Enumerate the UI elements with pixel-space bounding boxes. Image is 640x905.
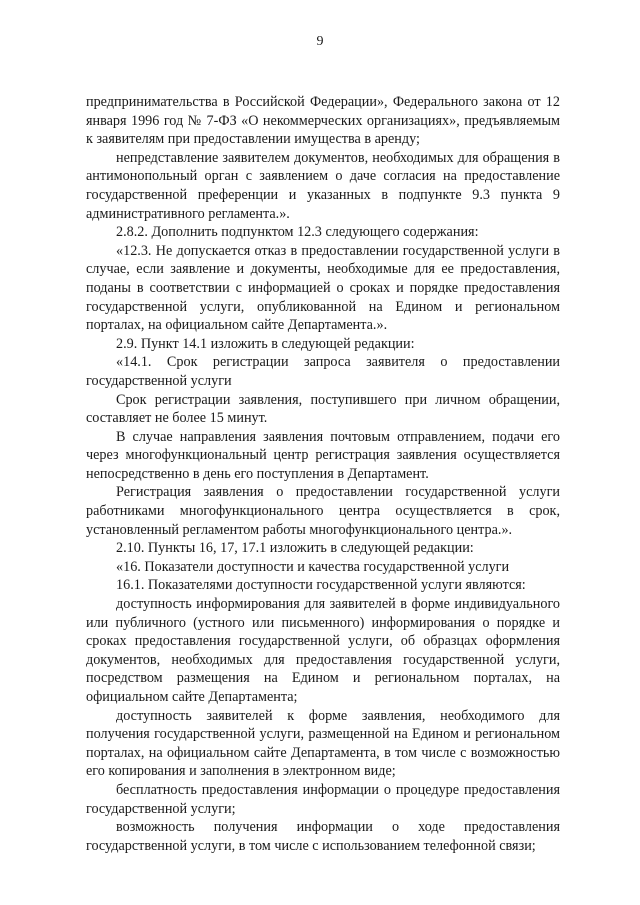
paragraph: 16.1. Показателями доступности государственной услуги являются:: [116, 577, 526, 594]
paragraph: «14.1. Срок регистрации запроса заявителя о предоставлении государственной услуги: [86, 354, 560, 389]
document-body: [86, 93, 560, 855]
paragraph: «12.3. Не допускается отказ в предоставлении государственной услуги в случае, если заявление и документы, необходимые для ее предоставления, поданы в соответствии с информацией о сроках и порядке предоставления государственной услуги, опубликованной на Едином и региональном порталах, на официальном сайте Департамента.».: [86, 242, 560, 334]
paragraph: Срок регистрации заявления, поступившего при личном обращении, составляет не более 15 минут.: [86, 391, 560, 427]
page-number: 9: [316, 34, 324, 49]
paragraph: Регистрация заявления о предоставлении государственной услуги работниками многофункционального центра осуществляется в срок, установленный регламентом работы многофункционального центра.».: [86, 484, 560, 538]
paragraph: «16. Показатели доступности и качества государственной услуги: [116, 558, 510, 575]
paragraph: В случае направления заявления почтовым отправлением, подачи его через многофункциональный центр регистрация заявления осуществляется непосредственно в день его поступления в Департамент.: [86, 428, 560, 482]
paragraph: доступность информирования для заявителей в форме индивидуального или публичного (устного или письменного) информирования о порядке и сроках предоставления государственной услуги, об образцах оформления документов, необходимых для предоставления государственной услуги, посредством размещения на Едином и региональном порталах, на официальном сайте Департамента;: [86, 596, 560, 705]
paragraph: бесплатность предоставления информации о процедуре предоставления государственной услуги;: [86, 781, 560, 817]
paragraph: предпринимательства в Российской Федерации», Федерального закона от 12 января 1996 год № 7-ФЗ «О некоммерческих организациях», предъявляемым к заявителям при предоставлении имущества в аренду;: [86, 94, 560, 148]
paragraph: непредставление заявителем документов, необходимых для обращения в антимонопольный орган с заявлением о даче согласия на предоставление государственной преференции и указанных в подпункте 9.3 пункта 9 административного регламента.».: [86, 149, 560, 222]
paragraph: 2.10. Пункты 16, 17, 17.1 изложить в следующей редакции:: [116, 540, 474, 557]
paragraph: доступность заявителей к форме заявления, необходимого для получения государственной услуги, размещенной на Едином и региональном порталах, на официальном сайте Департамента, в том числе с возможностью его копирования и заполнения в электронном виде;: [86, 707, 560, 780]
paragraph: 2.8.2. Дополнить подпунктом 12.3 следующего содержания:: [116, 224, 479, 241]
paragraph: 2.9. Пункт 14.1 изложить в следующей редакции:: [116, 335, 415, 352]
paragraph: возможность получения информации о ходе предоставления государственной услуги, в том числе с использованием телефонной связи;: [86, 819, 560, 854]
